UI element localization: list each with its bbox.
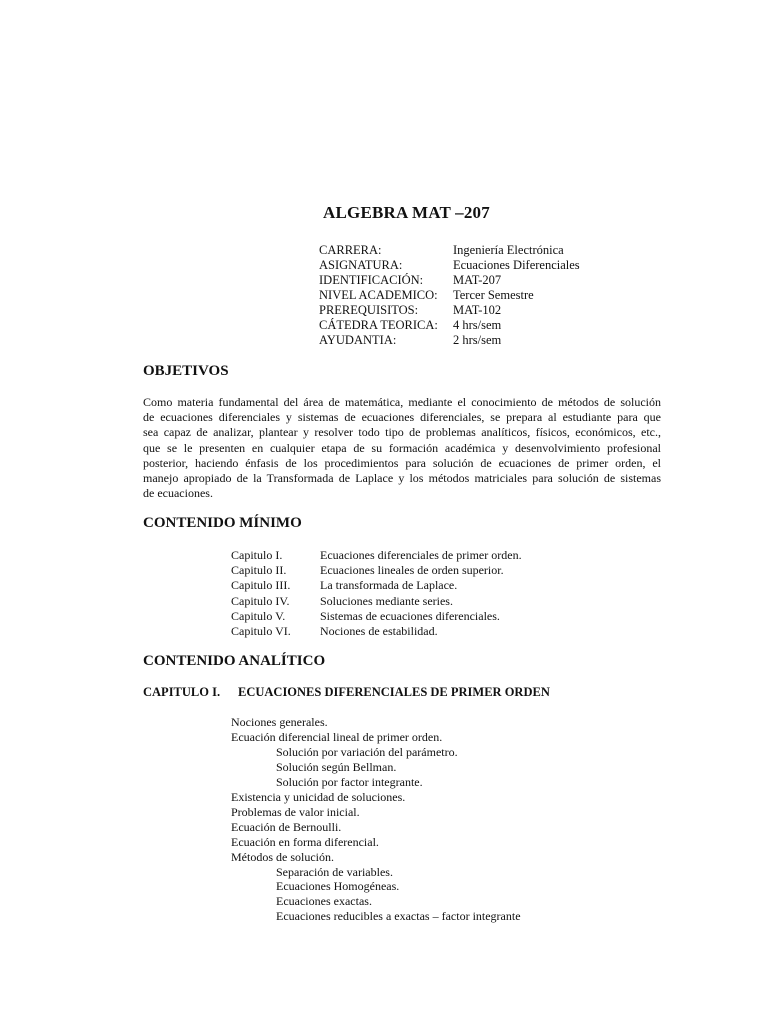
paragraph-line: sea capaz de analizar, plantear y resolver todo tipo de problemas analíticos, físicos, económicos, etc.,	[143, 425, 661, 440]
info-value: Tercer Semestre	[453, 288, 534, 302]
subtopic: Separación de variables.	[276, 864, 393, 879]
topic: Ecuación en forma diferencial.	[231, 834, 379, 849]
info-label: NIVEL ACADEMICO:	[319, 288, 438, 302]
paragraph-line: posterior, haciendo énfasis de los procedimientos para solución de ecuaciones de primer orden, el	[143, 455, 661, 470]
subtopic: Solución según Bellman.	[276, 759, 397, 774]
topic: Métodos de solución.	[231, 849, 334, 864]
subtopic: Solución por variación del parámetro.	[276, 744, 458, 759]
document-title: ALGEBRA MAT –207	[323, 203, 490, 222]
info-label: CÁTEDRA TEORICA:	[319, 318, 438, 332]
chapter-topic: Nociones de estabilidad.	[320, 624, 438, 638]
info-label: ASIGNATURA:	[319, 258, 403, 272]
topic: Problemas de valor inicial.	[231, 804, 360, 819]
topic: Ecuación de Bernoulli.	[231, 819, 342, 834]
chapter-topic: Soluciones mediante series.	[320, 593, 453, 608]
contenido-minimo-heading: CONTENIDO MÍNIMO	[143, 515, 302, 531]
chapter-title: ECUACIONES DIFERENCIALES DE PRIMER ORDEN	[238, 685, 550, 699]
info-value: Ecuaciones Diferenciales	[453, 258, 580, 272]
paragraph-line: manejo apropiado de la Transformada de Laplace y los métodos matriciales para solución de sistemas	[143, 471, 661, 486]
chapter-number: Capitulo VI.	[231, 624, 291, 638]
subtopic: Ecuaciones reducibles a exactas – factor integrante	[276, 909, 521, 924]
info-value: 4 hrs/sem	[453, 318, 502, 332]
paragraph-line: Como materia fundamental del área de matemática, mediante el conocimiento de métodos de solución	[143, 395, 661, 409]
subtopic: Solución por factor integrante.	[276, 774, 423, 789]
chapter-number: Capitulo III.	[231, 578, 291, 593]
chapter-number: Capitulo II.	[231, 563, 287, 578]
paragraph-line: que se le presenten en cualquier etapa de su formación académica y desenvolvimiento profesional	[143, 440, 661, 455]
subtopic: Ecuaciones Homogéneas.	[276, 879, 400, 894]
chapter-topic: Sistemas de ecuaciones diferenciales.	[320, 608, 500, 623]
topic: Nociones generales.	[231, 715, 328, 729]
info-label: AYUDANTIA:	[319, 333, 397, 347]
info-value: Ingeniería Electrónica	[453, 243, 564, 257]
contenido-analitico-heading: CONTENIDO ANALÍTICO	[143, 653, 326, 669]
paragraph-line: de ecuaciones diferenciales y sistemas de ecuaciones diferenciales, se prepara al estudiante para que	[143, 410, 661, 425]
info-value: MAT-102	[453, 303, 502, 317]
chapter-topic: Ecuaciones lineales de orden superior.	[320, 563, 504, 578]
topic: Existencia y unicidad de soluciones.	[231, 789, 406, 804]
chapter-number: Capitulo I.	[231, 548, 283, 562]
info-label: CARRERA:	[319, 243, 382, 257]
objetivos-heading: OBJETIVOS	[143, 363, 229, 379]
info-label: IDENTIFICACIÓN:	[319, 273, 424, 287]
paragraph-line: de ecuaciones.	[143, 486, 213, 501]
info-label: PREREQUISITOS:	[319, 303, 419, 317]
info-value: 2 hrs/sem	[453, 333, 502, 347]
chapter-topic: Ecuaciones diferenciales de primer orden.	[320, 548, 522, 562]
topic: Ecuación diferencial lineal de primer orden.	[231, 729, 443, 744]
chapter-topic: La transformada de Laplace.	[320, 578, 458, 593]
info-value: MAT-207	[453, 273, 502, 287]
subtopic: Ecuaciones exactas.	[276, 894, 372, 909]
chapter-number: Capitulo V.	[231, 608, 286, 623]
chapter-number: Capitulo IV.	[231, 593, 290, 608]
chapter-label: CAPITULO I.	[143, 685, 221, 699]
objetivos-paragraph	[143, 395, 661, 501]
